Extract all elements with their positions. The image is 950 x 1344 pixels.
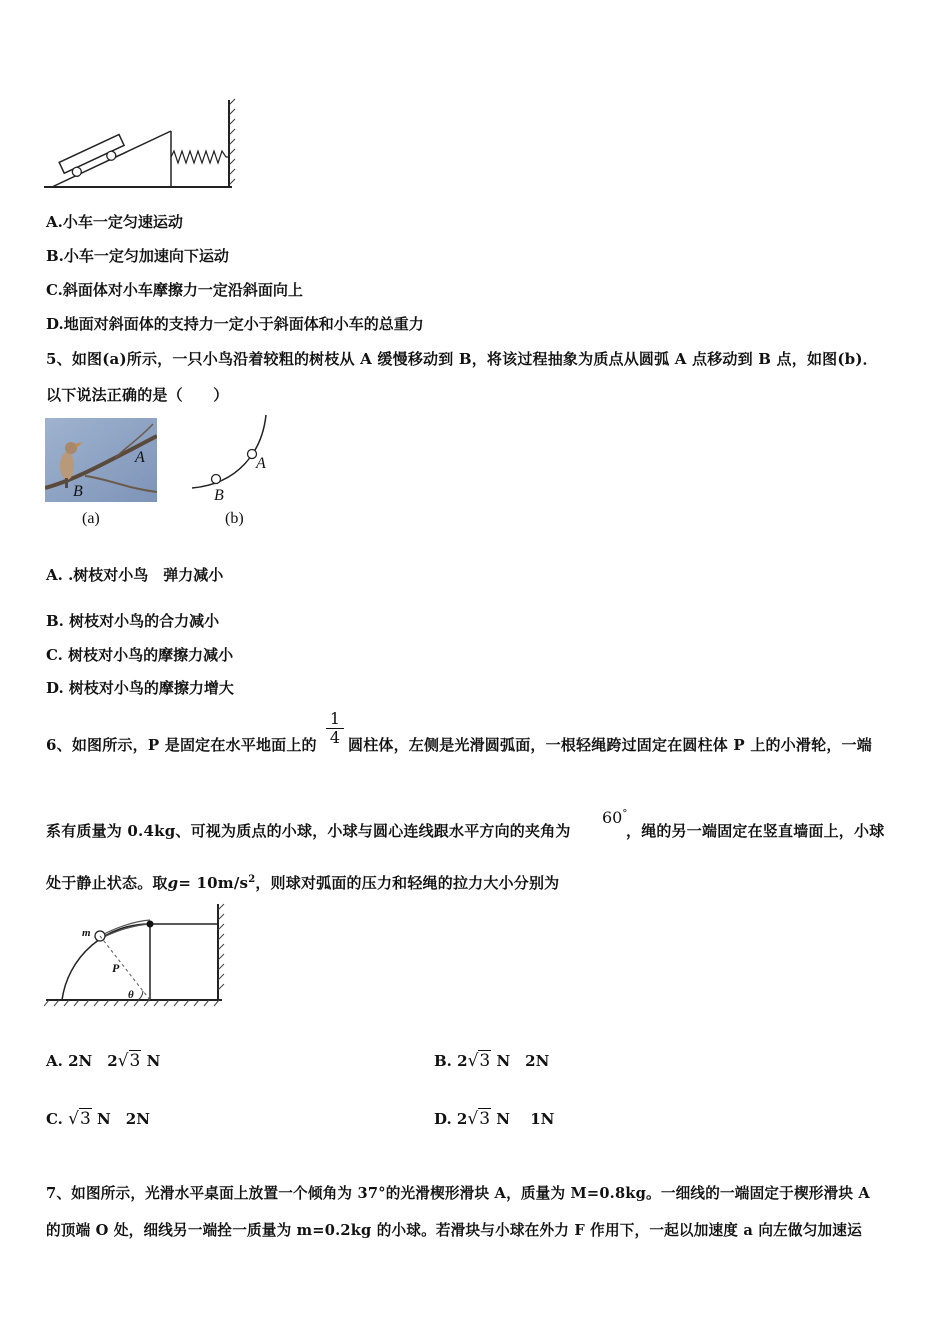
- fig-a-caption: (a): [82, 510, 100, 527]
- q6-option-b: B. 2√3 N 2N: [434, 1051, 550, 1071]
- q5-stem-line1: 5、如图(a)所示，一只小鸟沿着较粗的树枝从 A 缓慢移动到 B，将该过程抽象为质点从圆弧 A 点移动到 B 点，如图(b)．: [46, 350, 878, 368]
- q6-stem-line1-pre: 6、如图所示，P 是固定在水平地面上的: [46, 736, 317, 754]
- q4-option-a: A.小车一定匀速运动: [46, 213, 183, 231]
- q6-option-d: D. 2√3 N 1N: [434, 1109, 555, 1129]
- q5-stem-line2: 以下说法正确的是（ ）: [46, 386, 229, 404]
- q6-option-c: C. √3 N 2N: [46, 1109, 150, 1129]
- svg-text:θ: θ: [128, 989, 134, 1001]
- svg-text:A: A: [256, 455, 266, 472]
- one-quarter-fraction: $\frac{1}{4}$: [326, 710, 344, 747]
- fig-b-caption: (b): [225, 510, 244, 527]
- q7-stem-line2: 的顶端 O 处，细线另一端拴一质量为 m=0.2kg 的小球。若滑块与小球在外力 F 作用下，一起以加速度 a 向左做匀加速运: [46, 1222, 862, 1239]
- svg-text:B: B: [214, 487, 224, 504]
- angle-60: 60°: [602, 808, 628, 827]
- q5-option-a: A. .树枝对小鸟 弹力减小: [46, 566, 224, 584]
- q4-option-c: C.斜面体对小车摩擦力一定沿斜面向上: [46, 281, 303, 299]
- arc-diagram: [188, 412, 278, 504]
- q5-option-b: B. 树枝对小鸟的合力减小: [46, 612, 220, 630]
- q6-stem-line2-post: ，绳的另一端固定在竖直墙面上，小球: [626, 822, 885, 840]
- q6-stem-line1-post: 圆柱体，左侧是光滑圆弧面，一根轻绳跨过固定在圆柱体 P 上的小滑轮，一端: [348, 736, 872, 754]
- q4-option-d: D.地面对斜面体的支持力一定小于斜面体和小车的总重力: [46, 315, 424, 333]
- incline-cart-spring-figure: [40, 95, 240, 195]
- q4-option-b: B.小车一定匀加速向下运动: [46, 247, 229, 265]
- q6-option-a: A. 2N 2√3 N: [46, 1051, 161, 1071]
- q5-option-c: C. 树枝对小鸟的摩擦力减小: [46, 646, 234, 664]
- svg-text:P: P: [112, 961, 120, 975]
- q7-stem-line1: 7、如图所示，光滑水平桌面上放置一个倾角为 37°的光滑楔形滑块 A，质量为 M=0.8kg。一细线的一端固定于楔形滑块 A: [46, 1185, 870, 1202]
- bird-on-branch-photo: [45, 418, 157, 502]
- cylinder-pulley-figure: [44, 900, 226, 1012]
- q6-stem-line3: 处于静止状态。取$g= 10m/s^2$，则球对弧面的压力和轻绳的拉力大小分别为: [46, 874, 560, 892]
- svg-text:A: A: [135, 449, 145, 466]
- svg-text:B: B: [73, 483, 83, 500]
- q6-stem-line2-pre: 系有质量为 0.4kg、可视为质点的小球，小球与圆心连线跟水平方向的夹角为: [46, 822, 571, 840]
- svg-text:m: m: [82, 927, 91, 939]
- q5-option-d: D. 树枝对小鸟的摩擦力增大: [46, 679, 234, 697]
